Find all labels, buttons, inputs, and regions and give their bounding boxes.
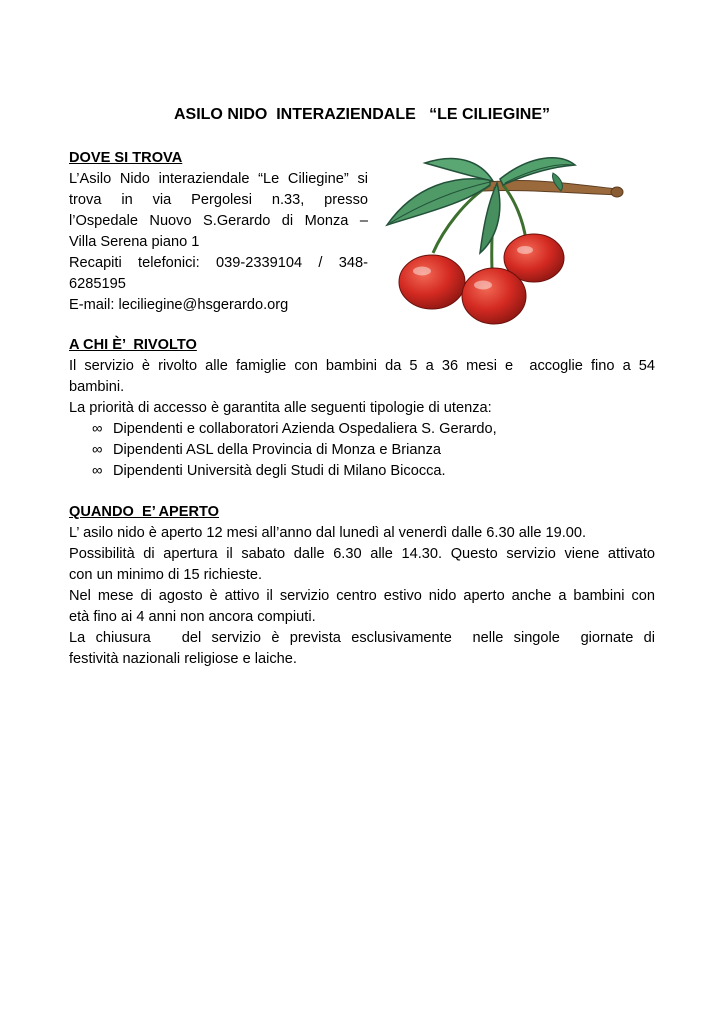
dove-line: Villa Serena piano 1 <box>69 234 200 250</box>
bullet-icon: ∞ <box>92 421 103 437</box>
section-heading-quando: QUANDO E’ APERTO <box>69 504 220 520</box>
section-heading-dove: DOVE SI TROVA <box>69 150 183 166</box>
dove-phone-line: Recapiti telefonici: 039-2339104 / 348- <box>69 255 368 271</box>
quando-line: L’ asilo nido è aperto 12 mesi all’anno dal lunedì al venerdì dalle 6.30 alle 19.00. <box>69 525 587 541</box>
bullet-icon: ∞ <box>92 442 103 458</box>
dove-line: L’Asilo Nido interaziendale “Le Ciliegine” si <box>69 171 368 187</box>
quando-line: età fino ai 4 anni non ancora compiuti. <box>69 609 316 625</box>
list-item: Dipendenti e collaboratori Azienda Ospedaliera S. Gerardo, <box>113 421 497 437</box>
chi-line: Il servizio è rivolto alle famiglie con bambini da 5 a 36 mesi e accoglie fino a 54 <box>69 358 655 374</box>
quando-line: con un minimo di 15 richieste. <box>69 567 263 583</box>
quando-line: Possibilità di apertura il sabato dalle 6.30 alle 14.30. Questo servizio viene attivato <box>69 546 655 562</box>
chi-line: La priorità di accesso è garantita alle seguenti tipologie di utenza: <box>69 400 492 416</box>
quando-line: La chiusura del servizio è prevista esclusivamente nelle singole giornate di <box>69 630 655 646</box>
dove-line: trova in via Pergolesi n.33, presso <box>69 192 368 208</box>
cherries-icon <box>385 155 630 330</box>
list-item: Dipendenti ASL della Provincia di Monza e Brianza <box>113 442 442 458</box>
quando-line: Nel mese di agosto è attivo il servizio centro estivo nido aperto anche a bambini con <box>69 588 655 604</box>
dove-line: l’Ospedale Nuovo S.Gerardo di Monza – <box>69 213 368 229</box>
dove-email-line: E-mail: leciliegine@hsgerardo.org <box>69 297 289 313</box>
bullet-icon: ∞ <box>92 463 103 479</box>
dove-phone-line: 6285195 <box>69 276 126 292</box>
quando-line: festività nazionali religiose e laiche. <box>69 651 297 667</box>
list-item: Dipendenti Università degli Studi di Milano Bicocca. <box>113 463 446 479</box>
page-title: ASILO NIDO INTERAZIENDALE “LE CILIEGINE” <box>173 106 550 123</box>
section-heading-chi: A CHI È’ RIVOLTO <box>69 337 197 353</box>
chi-line: bambini. <box>69 379 125 395</box>
